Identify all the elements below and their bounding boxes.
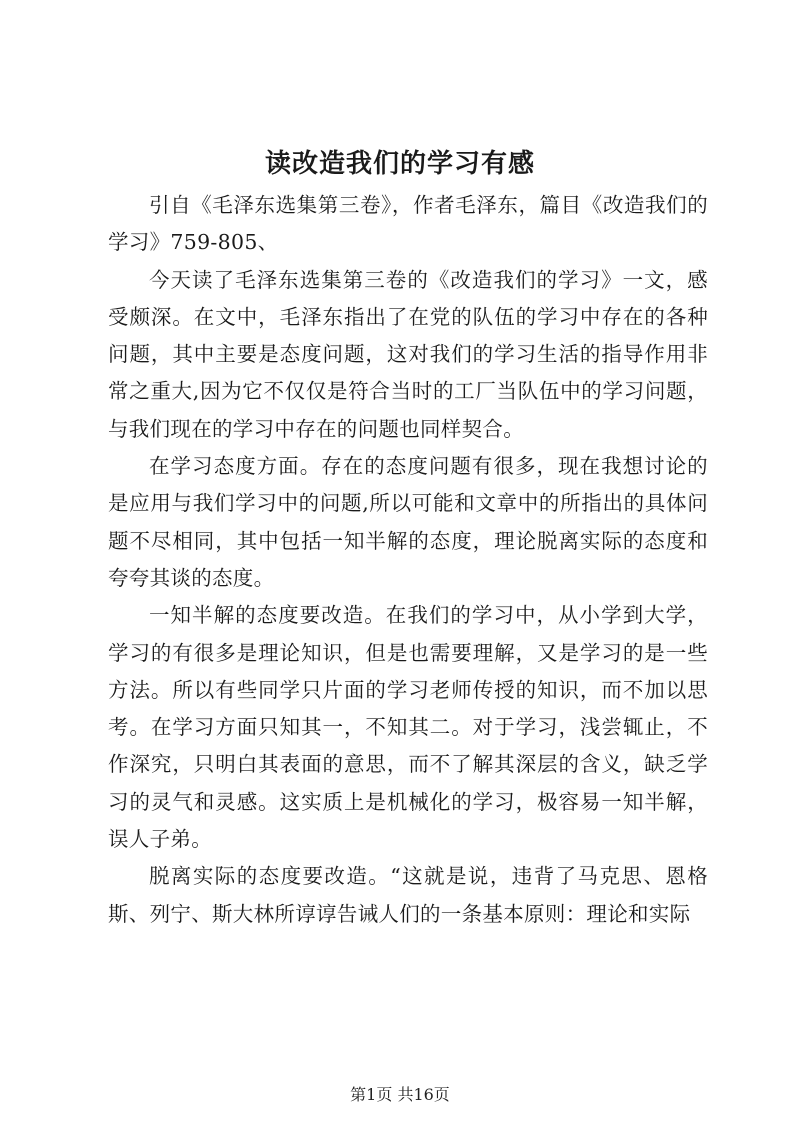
paragraph-attitude: 在学习态度方面。存在的态度问题有很多，现在我想讨论的是应用与我们学习中的问题,所以可能和文章中的所指出的具体问题不尽相同，其中包括一知半解的态度，理论脱离实际的态度和夸夸其谈的态度。 (108, 454, 708, 590)
paragraph-citation: 引自《毛泽东选集第三卷》，作者毛泽东，篇目《改造我们的学习》759-805、 (108, 193, 708, 255)
page-number-footer: 第1页 共16页 (350, 1085, 450, 1104)
paragraph-half-understanding: 一知半解的态度要改造。在我们的学习中，从小学到大学，学习的有很多是理论知识，但是也需要理解，又是学习的是一些方法。所以有些同学只片面的学习老师传授的知识，而不加以思考。在学习方面只知其一，不知其二。对于学习，浅尝辄止，不作深究，只明白其表面的意思，而不了解其深层的含义，缺乏学习的灵气和灵感。这实质上是机械化的学习，极容易一知半解，误人子弟。 (108, 603, 708, 852)
paragraph-detached-practice: 脱离实际的态度要改造。“这就是说，违背了马克思、恩格斯、列宁、斯大林所谆谆告诫人们的一条基本原则：理论和实际 (108, 864, 708, 926)
document-body (108, 187, 708, 933)
document-title: 读改造我们的学习有感 (264, 149, 535, 179)
paragraph-intro: 今天读了毛泽东选集第三卷的《改造我们的学习》一文，感受颇深。在文中，毛泽东指出了在党的队伍的学习中存在的各种问题，其中主要是态度问题，这对我们的学习生活的指导作用非常之重大,因为它不仅仅是符合当时的工厂当队伍中的学习问题，与我们现在的学习中存在的问题也同样契合。 (108, 267, 708, 441)
